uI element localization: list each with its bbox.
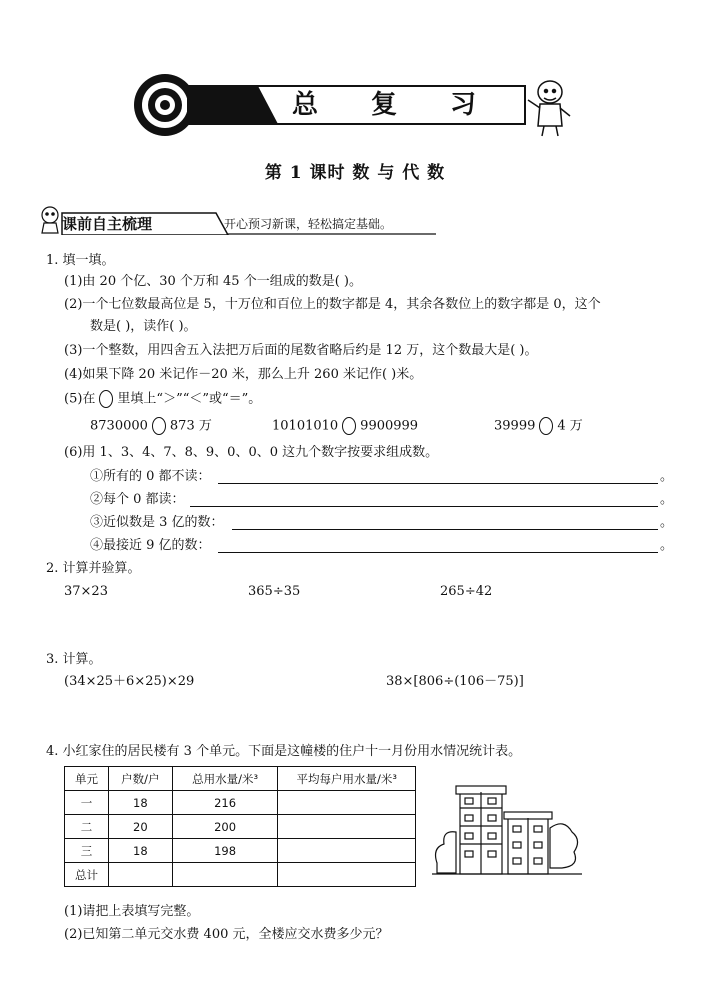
page-title: 总 复 习 xyxy=(291,90,499,120)
q3-heading: 3. 计算。 xyxy=(46,652,102,667)
answer-circle[interactable] xyxy=(152,417,166,435)
q3-expr: 38×[806÷(106－75)] xyxy=(386,674,524,689)
q4-sub2: (2)已知第二单元交水费 400 元，全楼应交水费多少元？ xyxy=(64,927,389,942)
q3-expr: (34×25＋6×25)×29 xyxy=(64,674,195,689)
period: 。 xyxy=(660,538,674,553)
table-row xyxy=(65,791,416,815)
q1-part6-item: ①所有的 0 都不读： xyxy=(90,469,211,484)
q4-heading: 4. 小红家住的居民楼有 3 个单元。下面是这幢楼的住户十一月份用水情况统计表。 xyxy=(46,744,522,759)
compare-left: 8730000 xyxy=(90,418,148,434)
table-cell[interactable] xyxy=(108,863,172,887)
apartment-building-illustration xyxy=(432,778,582,878)
answer-circle[interactable] xyxy=(342,417,356,435)
table-header-cell: 平均每户用水量/米³ xyxy=(278,767,416,791)
table-cell[interactable] xyxy=(278,839,416,863)
period: 。 xyxy=(660,515,674,530)
q2-heading: 2. 计算并验算。 xyxy=(46,561,141,576)
table-cell: 198 xyxy=(172,839,278,863)
lesson-title: 第 1 课时 数 与 代 数 xyxy=(264,163,446,183)
table-cell: 总计 xyxy=(65,863,109,887)
q1-part5 xyxy=(64,390,261,409)
table-cell: 二 xyxy=(65,815,109,839)
q1-part6-item: ②每个 0 都读： xyxy=(90,492,185,507)
q2-expr: 365÷35 xyxy=(248,584,301,599)
table-cell[interactable] xyxy=(278,863,416,887)
table-cell: 三 xyxy=(65,839,109,863)
water-usage-table xyxy=(64,766,416,887)
cartoon-boy-icon xyxy=(528,81,570,136)
period: 。 xyxy=(660,492,674,507)
answer-line[interactable] xyxy=(218,483,658,484)
compare-item xyxy=(90,417,212,436)
q4-sub1: (1)请把上表填写完整。 xyxy=(64,904,200,919)
compare-right: 4 万 xyxy=(557,418,583,434)
compare-left: 39999 xyxy=(494,418,536,434)
answer-line[interactable] xyxy=(190,506,658,507)
q1-part5-prefix: (5)在 xyxy=(64,391,96,407)
mascot-icon xyxy=(42,207,58,233)
q1-part3: (3)一个整数，用四舍五入法把万后面的尾数省略后约是 12 万，这个数最大是( )。 xyxy=(64,343,538,358)
compare-item xyxy=(272,417,418,436)
table-cell: 18 xyxy=(108,839,172,863)
answer-circle[interactable] xyxy=(99,390,113,408)
table-cell[interactable] xyxy=(172,863,278,887)
table-cell: 20 xyxy=(108,815,172,839)
q1-part2a: (2)一个七位数最高位是 5，十万位和百位上的数字都是 4，其余各数位上的数字都是 0，这个 xyxy=(64,297,601,312)
q2-expr: 37×23 xyxy=(64,584,108,599)
table-header-row xyxy=(65,767,416,791)
q1-part6: (6)用 1、3、4、7、8、9、0、0、0 这九个数字按要求组成数。 xyxy=(64,445,439,460)
q1-part2b: 数是( )，读作( )。 xyxy=(90,319,197,334)
q1-part1: (1)由 20 个亿、30 个万和 45 个一组成的数是( )。 xyxy=(64,274,362,289)
table-row xyxy=(65,863,416,887)
q1-part6-item: ④最接近 9 亿的数： xyxy=(90,538,211,553)
period: 。 xyxy=(660,469,674,484)
table-cell: 一 xyxy=(65,791,109,815)
section-label: 课前自主梳理 xyxy=(62,215,153,233)
compare-right: 9900999 xyxy=(360,418,419,434)
table-cell[interactable] xyxy=(278,815,416,839)
table-header-cell: 户数/户 xyxy=(108,767,172,791)
q1-part4: (4)如果下降 20 米记作－20 米，那么上升 260 米记作( )米。 xyxy=(64,367,423,382)
table-cell: 18 xyxy=(108,791,172,815)
table-header-cell: 单元 xyxy=(65,767,109,791)
q2-expr: 265÷42 xyxy=(440,584,493,599)
q1-part6-item: ③近似数是 3 亿的数： xyxy=(90,515,224,530)
table-row xyxy=(65,815,416,839)
q1-part5-suffix: 里填上“＞”“＜”或“＝”。 xyxy=(117,391,262,407)
q1-heading: 1. 填一填。 xyxy=(46,253,115,268)
table-header-cell: 总用水量/米³ xyxy=(172,767,278,791)
table-cell: 200 xyxy=(172,815,278,839)
table-cell: 216 xyxy=(172,791,278,815)
table-cell[interactable] xyxy=(278,791,416,815)
answer-line[interactable] xyxy=(218,552,658,553)
compare-left: 10101010 xyxy=(272,418,339,434)
table-row xyxy=(65,839,416,863)
section-slogan: 开心预习新课，轻松搞定基础。 xyxy=(224,217,393,231)
answer-circle[interactable] xyxy=(539,417,553,435)
compare-item xyxy=(494,417,583,436)
answer-line[interactable] xyxy=(232,529,658,530)
compare-right: 873 万 xyxy=(169,418,212,434)
